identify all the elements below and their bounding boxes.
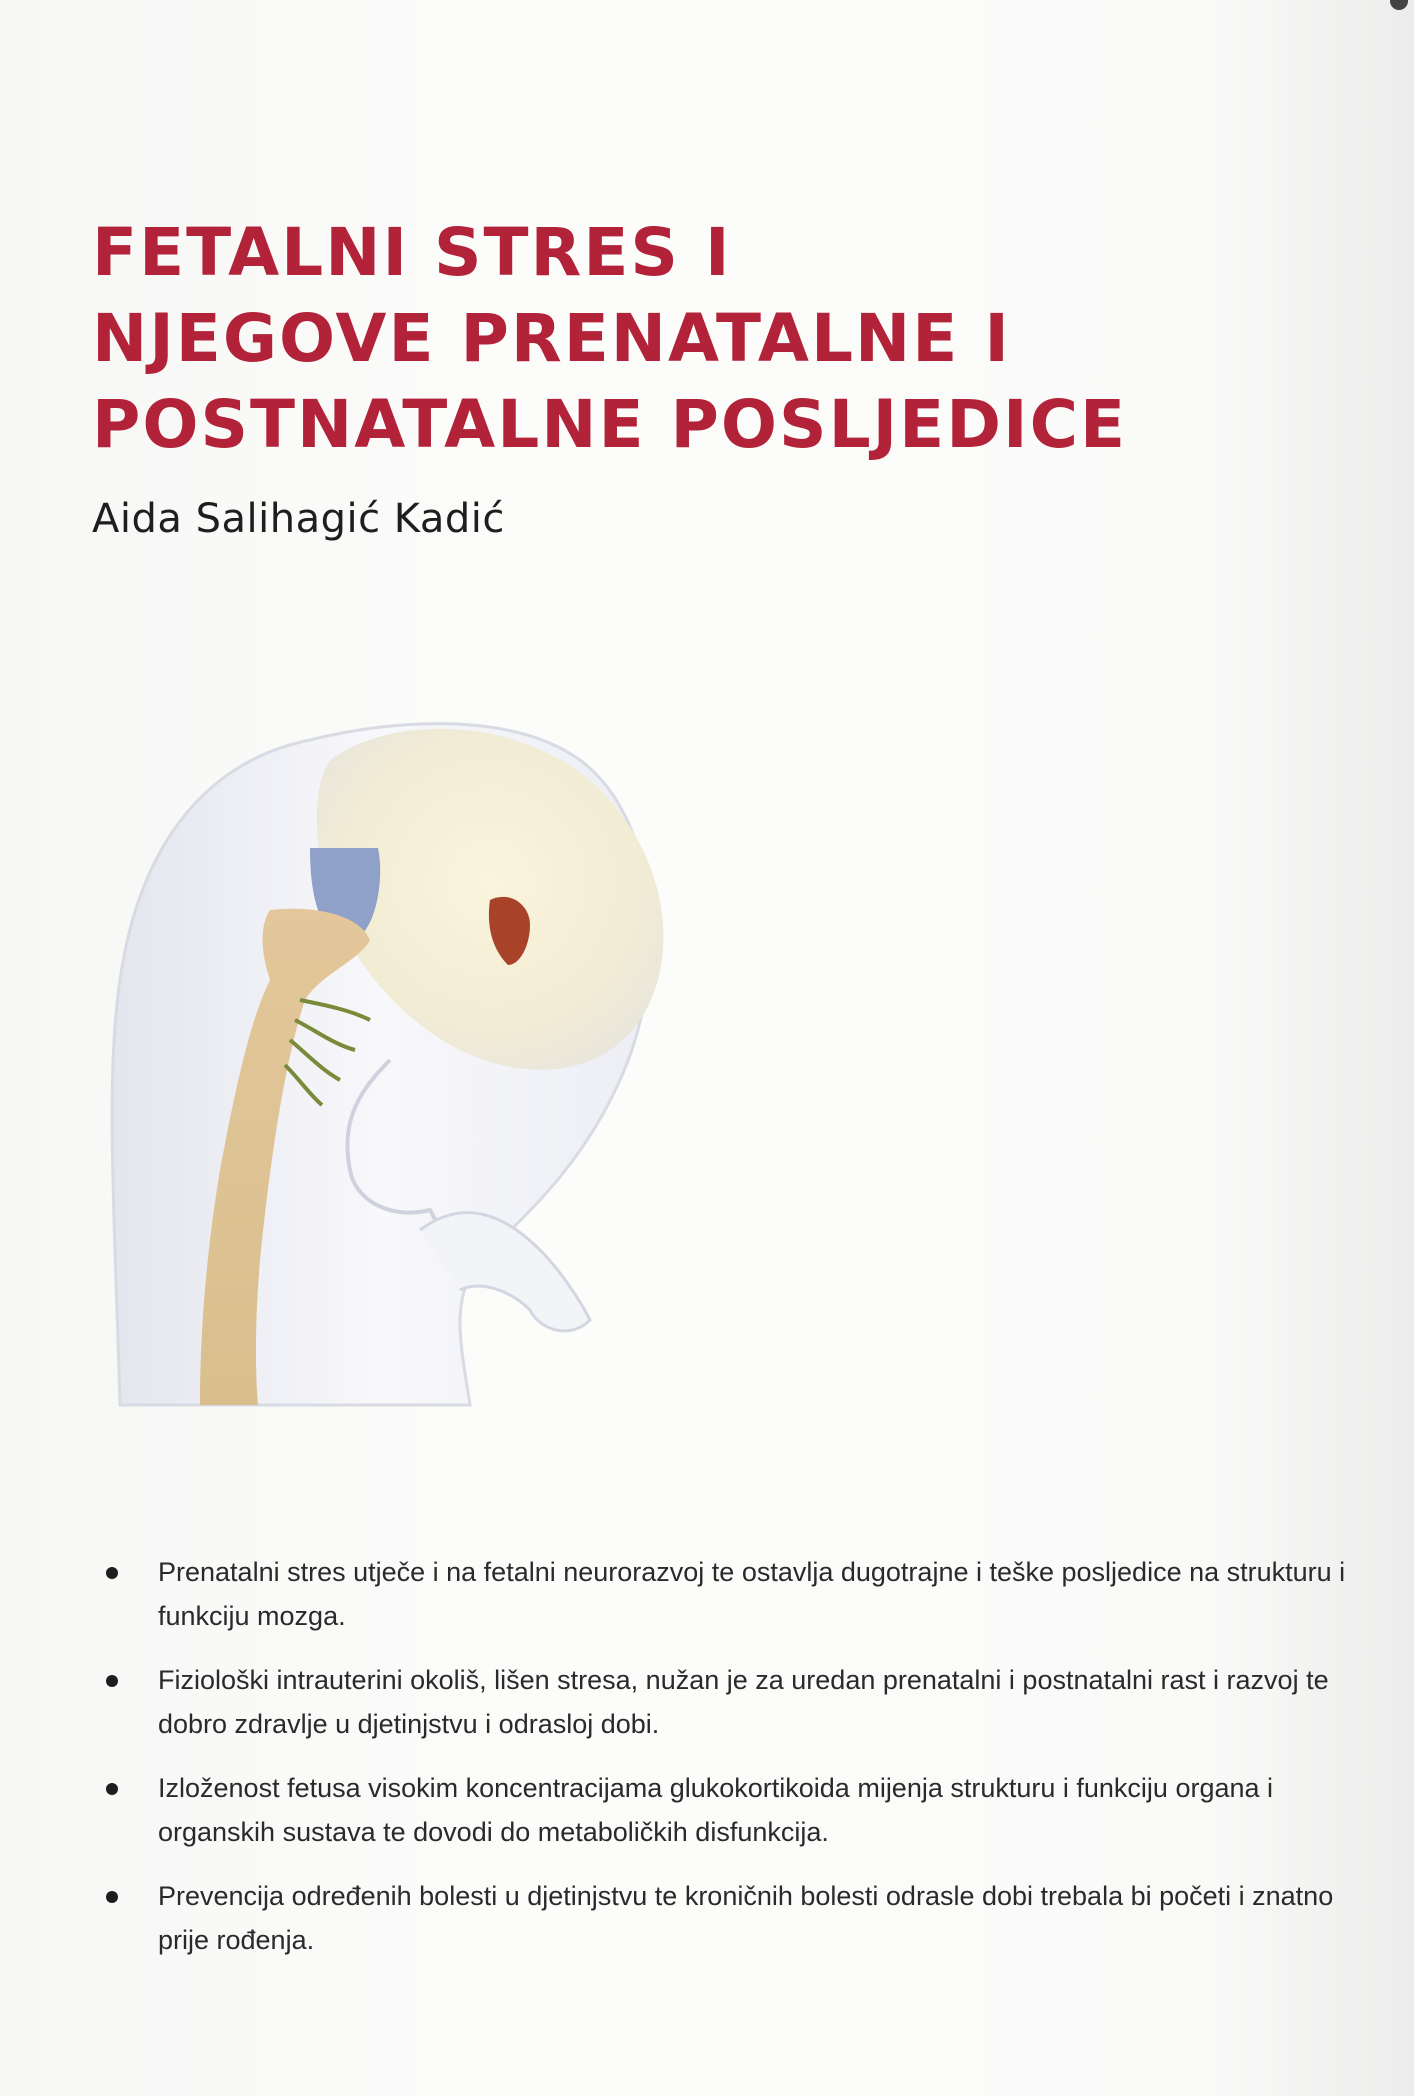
bullet-text: Izloženost fetusa visokim koncentracijama glukokortikoida mijenja strukturu i funkciju organa i organskih sustava te dovodi do metaboličkih disfunkcija. [158,1773,1274,1847]
bullet-icon [106,1675,118,1687]
fetus-illustration [60,700,760,1420]
chapter-title [92,210,1192,468]
bullet-text: Prevencija određenih bolesti u djetinjstvu te kroničnih bolesti odrasle dobi trebala bi početi i znatno prije rođenja. [158,1881,1334,1955]
bullet-item [100,1550,1350,1638]
bullet-item [100,1658,1350,1746]
author-name: Aida Salihagić Kadić [92,496,505,542]
bullet-item [100,1874,1350,1962]
bullet-icon [106,1567,118,1579]
summary-bullet-list [100,1550,1350,1982]
title-line-1: FETALNI STRES I [92,214,732,291]
bullet-text: Fiziološki intrauterini okoliš, lišen stresa, nužan je za uredan prenatalni i postnatalni rast i razvoj te dobro zdravlje u djetinjstvu i odrasloj dobi. [158,1665,1329,1739]
bullet-item [100,1766,1350,1854]
title-line-3: POSTNATALNE POSLJEDICE [92,386,1128,463]
bullet-icon [106,1891,118,1903]
page-corner-mark [1390,0,1408,10]
bullet-icon [106,1783,118,1795]
bullet-text: Prenatalni stres utječe i na fetalni neurorazvoj te ostavlja dugotrajne i teške posljedice na strukturu i funkciju mozga. [158,1557,1346,1631]
title-line-2: NJEGOVE PRENATALNE I [92,300,1011,377]
